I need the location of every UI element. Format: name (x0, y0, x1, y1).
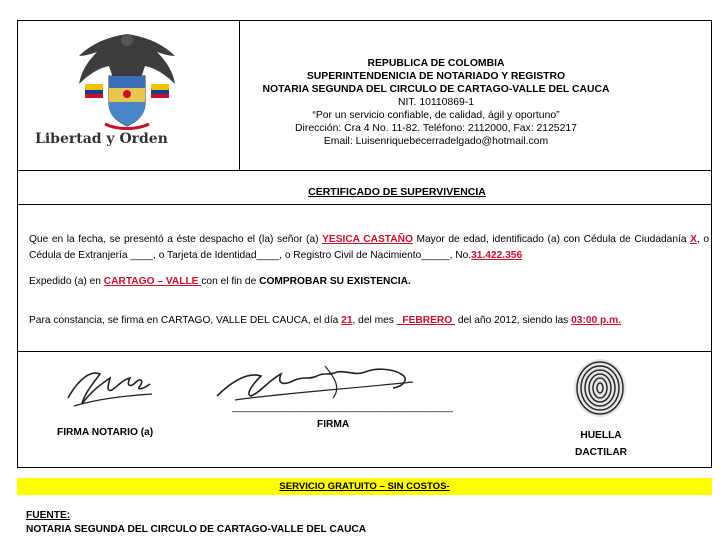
day: 21 (341, 315, 353, 326)
header-line-3: NOTARIA SEGUNDA DEL CIRCULO DE CARTAGO-VALLE DEL CAUCA (262, 84, 610, 95)
fingerprint-image (566, 357, 634, 419)
paragraph-identity: Que en la fecha, se presentó a éste despacho el (la) señor (a) YESICA CASTAÑO Mayor de edad, identificado (a) con Cédula de Ciudadanía X, o Cédula de Extranjería ____, o Tarjeta de Identidad____, o Registro Civil de Nacimiento_____, No.31.422.356 (29, 234, 709, 261)
document-title: CERTIFICADO DE SUPERVIVENCIA (308, 186, 486, 198)
paragraph-issued: Expedido (a) en CARTAGO – VALLE con el fin de COMPROBAR SU EXISTENCIA. (29, 276, 411, 287)
header-line-2: SUPERINTENDENICIA DE NOTARIADO Y REGISTRO (306, 71, 566, 82)
header-text (240, 57, 632, 148)
header-line-7: Email: Luisenriquebecerradelgado@hotmail.com (323, 136, 549, 147)
paragraph-constancy: Para constancia, se firma en CARTAGO, VALLE DEL CAUCA, el día 21, del mes FEBRERO del año 2012, siendo las 03:00 p.m. (29, 315, 621, 326)
header-line-6: Dirección: Cra 4 No. 11-82. Teléfono: 2112000, Fax: 2125217 (295, 123, 577, 134)
fuente-label: FUENTE: (26, 510, 71, 521)
id-number: 31.422.356 (471, 250, 523, 261)
free-service-text: SERVICIO GRATUITO – SIN COSTOS- (279, 481, 450, 492)
signature-line: _______________________________________ (232, 402, 453, 413)
huella-label: HUELLA DACTILAR (574, 430, 628, 458)
person-name: YESICA CASTAÑO (322, 234, 413, 245)
header-line-5: “Por un servicio confiable, de calidad, ágil y oportuno” (312, 110, 560, 121)
id-type-mark: X (690, 234, 697, 245)
time: 03:00 p.m. (571, 315, 621, 326)
fuente-text: NOTARIA SEGUNDA DEL CIRCULO DE CARTAGO-VALLE DEL CAUCA (26, 524, 367, 535)
header-line-1: REPUBLICA DE COLOMBIA (367, 58, 505, 69)
purpose: COMPROBAR SU EXISTENCIA. (259, 276, 411, 287)
firma-label: FIRMA (317, 419, 350, 430)
issued-place: CARTAGO – VALLE (103, 276, 202, 287)
notary-signature (60, 360, 170, 415)
notary-label: FIRMA NOTARIO (a) (57, 427, 154, 438)
header-line-4: NIT. 10110869-1 (397, 97, 475, 108)
month: FEBRERO (396, 315, 455, 326)
logo-motto: Libertad y Orden (35, 131, 168, 147)
